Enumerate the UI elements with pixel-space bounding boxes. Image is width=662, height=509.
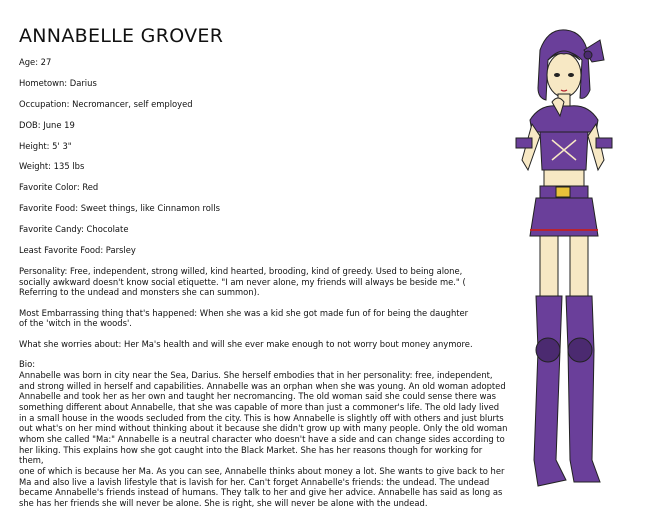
field-occupation: Occupation: Necromancer, self employed bbox=[19, 98, 193, 109]
profile-text bbox=[19, 24, 509, 509]
field-favorite-color: Favorite Color: Red bbox=[19, 182, 99, 193]
field-least-favorite-food: Least Favorite Food: Parsley bbox=[19, 245, 136, 256]
personality-paragraph: Personality: Free, independent, strong willed, kind hearted, brooding, kind of greedy. Used to being alone, socially awkward doesn't know social etiquette. "I am never alone, my friends will always be beside me." ( Referring to the undead and monsters she can summon). bbox=[19, 265, 466, 298]
field-favorite-candy: Favorite Candy: Chocolate bbox=[19, 224, 129, 235]
character-name: ANNABELLE GROVER bbox=[19, 25, 224, 47]
field-age: Age: 27 bbox=[19, 57, 52, 67]
embarrassing-paragraph: Most Embarrassing thing that's happened: When she was a kid she got made fun of for being the daughter of the 'witch in the woods'. bbox=[19, 307, 469, 329]
field-hometown: Hometown: Darius bbox=[19, 77, 97, 88]
bio-paragraph: Annabelle was born in city near the Sea, Darius. She herself embodies that in her personality: free, independent, and strong willed in herself and capabilities. Annabelle was an orphan when she was young. An old woman adopted Annabelle and took her as her own and taught her necromancing. The old woman said she could sense there was something different about Annabelle, that she was capable of more than just a commoner's life. The old lady lived in a small house in the woods secluded from the city. This is how Annabelle is slightly off with others and just blurts out what's on her mind without thinking about it because she didn't grow up with many people. Only the old woman whom she called "Ma:" Annabelle is a neutral character who doesn't have a side and can change sides according to her liking. This explains how she got caught into the Black Market. She has her reasons though for working for them, one of which is because her Ma. As you can see, Annabelle thinks about money a lot. She wants to give back to her Ma and also live a lavish lifestyle that is lavish for her. Can't forget Annabelle's friends: the undead. The undead became Annabelle's friends instead of humans. They talk to her and give her advice. Annabelle has said as long as she has her friends she will never be alone. She is right, she will never be alone with the undead. bbox=[19, 370, 508, 508]
field-favorite-food: Favorite Food: Sweet things, like Cinnamon rolls bbox=[19, 203, 220, 214]
worries-paragraph: What she worries about: Her Ma's health and will she ever make enough to not worry bout money anymore. bbox=[19, 338, 473, 349]
character-illustration bbox=[500, 20, 628, 498]
bio-label: Bio: bbox=[19, 359, 36, 370]
field-weight: Weight: 135 lbs bbox=[19, 161, 85, 172]
field-dob: DOB: June 19 bbox=[19, 119, 75, 130]
field-height: Height: 5' 3" bbox=[19, 140, 72, 151]
